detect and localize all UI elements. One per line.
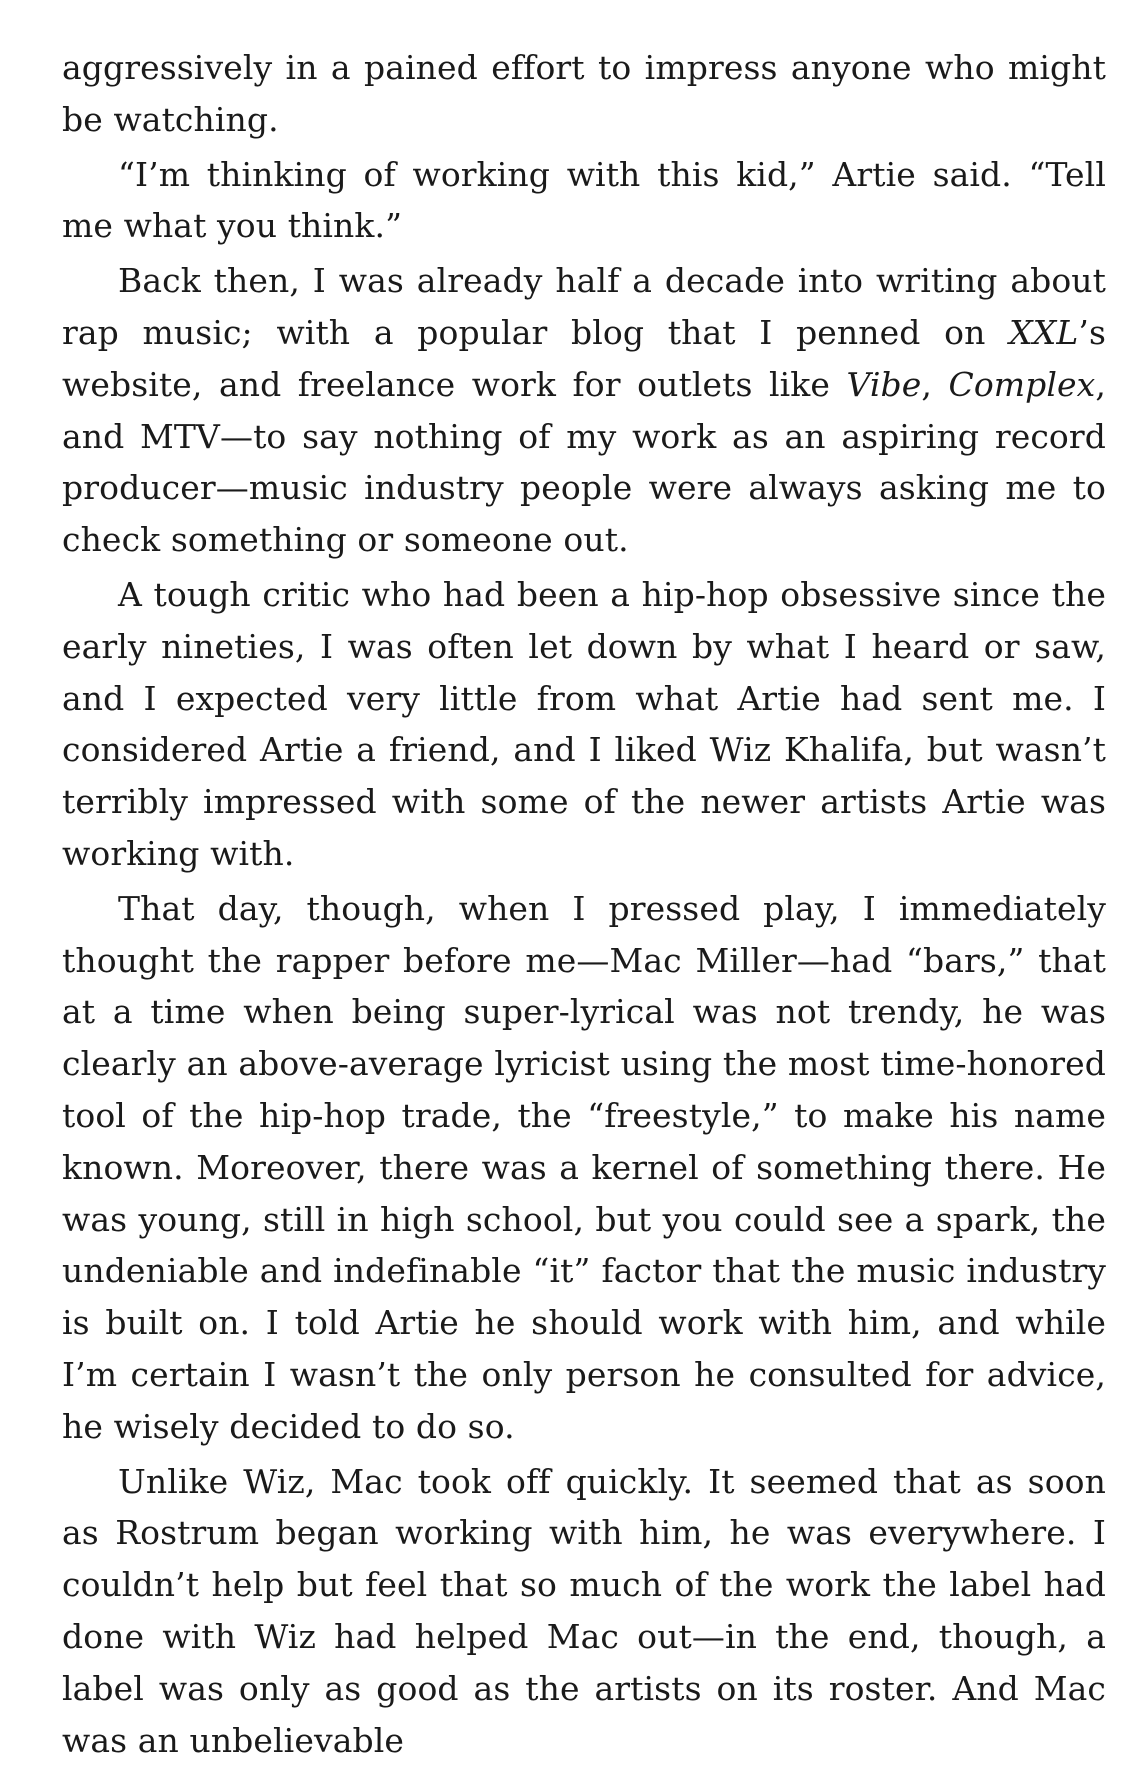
- text-segment: That day, though, when I pressed play, I immediately thought the rapper before me—Mac Miller—had “bars,” that at a time when being super-lyrical was not trendy, he was clearly an above-average lyricist using the most time-honored tool of the hip-hop trade, the “freestyle,” to make his name known. Moreover, there was a kernel of something there. He was young, still in high school, but you could see a spark, the undeniable and indefinable “it” factor that the music industry is built on. I told Artie he should work with him, and while I’m certain I wasn’t the only person he consulted for advice, he wisely decided to do so.: [62, 888, 1106, 1446]
- paragraph-3: [62, 569, 1106, 880]
- paragraph-1: [62, 149, 1106, 253]
- book-page: [62, 42, 1106, 1769]
- italic-title-vibe: Vibe: [846, 364, 922, 404]
- paragraph-4: [62, 883, 1106, 1453]
- paragraph-5: [62, 1456, 1106, 1767]
- italic-title-xxl: XXL: [1009, 312, 1079, 352]
- text-segment: ,: [921, 364, 949, 404]
- text-segment: A tough critic who had been a hip-hop obsessive since the early nineties, I was often let down by what I heard or saw, and I expected very little from what Artie had sent me. I considered Artie a friend, and I liked Wiz Khalifa, but wasn’t terribly impressed with some of the newer artists Artie was working with.: [62, 574, 1106, 873]
- text-segment: , and MTV—to say nothing of my work as an aspiring record producer—music industry people were always asking me to check something or someone out.: [62, 364, 1106, 560]
- text-segment: Unlike Wiz, Mac took off quickly. It seemed that as soon as Rostrum began working with him, he was everywhere. I couldn’t help but feel that so much of the work the label had done with Wiz had helped Mac out—in the end, though, a label was only as good as the artists on its roster. And Mac was an unbelievable: [62, 1461, 1106, 1760]
- text-segment: ’s website, and freelance work for outlets like: [62, 312, 1106, 404]
- text-segment: “I’m thinking of working with this kid,” Artie said. “Tell me what you think.”: [62, 154, 1106, 246]
- text-segment: Back then, I was already half a decade into writing about rap music; with a popular blog that I penned on: [62, 261, 1106, 352]
- paragraph-2: [62, 255, 1106, 566]
- italic-title-complex: Complex: [948, 364, 1096, 404]
- text-segment: aggressively in a pained effort to impress anyone who might be watching.: [62, 48, 1106, 139]
- paragraph-0: [62, 42, 1106, 146]
